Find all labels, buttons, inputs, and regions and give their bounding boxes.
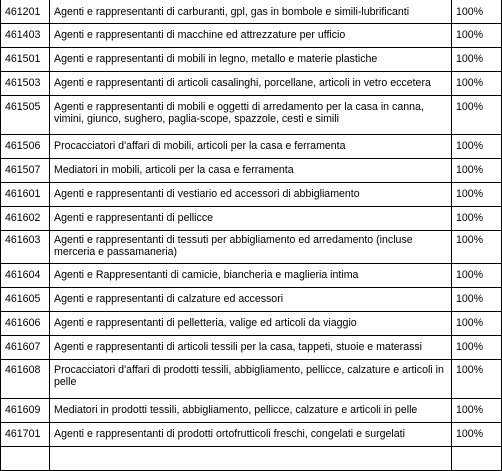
table-row: [1, 399, 502, 423]
description-cell: [50, 0, 452, 24]
description-cell: [50, 399, 452, 423]
description-cell: [50, 447, 452, 471]
percent-cell: [452, 48, 502, 72]
code-cell: [1, 423, 50, 447]
description-cell: [50, 312, 452, 336]
percent-cell: [452, 231, 502, 264]
description-cell: [50, 360, 452, 399]
code-cell: [1, 447, 50, 471]
table-row: [1, 0, 502, 24]
code-text: 461603: [5, 234, 41, 246]
description-cell: [50, 48, 452, 72]
percent-text: 100%: [456, 77, 484, 89]
percent-text: 100%: [456, 293, 484, 305]
percent-cell: [452, 423, 502, 447]
code-cell: [1, 336, 50, 360]
code-text: 461606: [5, 317, 41, 329]
table-row: [1, 264, 502, 288]
code-cell: [1, 72, 50, 96]
code-text: 461503: [5, 77, 41, 89]
description-cell: [50, 231, 452, 264]
percent-text: 100%: [456, 164, 484, 176]
percent-cell: [452, 72, 502, 96]
percent-cell: [452, 24, 502, 48]
table-row: [1, 135, 502, 159]
table-body: [1, 0, 502, 471]
description-text: Agenti e rappresentanti di vestiario ed accessori di abbigliamento: [54, 188, 360, 200]
code-text: 461403: [5, 29, 41, 41]
percent-text: 100%: [456, 317, 484, 329]
description-cell: [50, 24, 452, 48]
description-text: Agenti e rappresentanti di mobili e oggetti di arredamento per la casa in canna, vimini, giunco, sughero, paglia-scope, spazzole, cesti e simili: [54, 101, 424, 125]
percent-text: 100%: [456, 140, 484, 152]
code-text: 461605: [5, 293, 41, 305]
description-text: Agenti e rappresentanti di mobili in legno, metallo e materie plastiche: [54, 53, 378, 65]
percent-cell: [452, 264, 502, 288]
code-cell: [1, 48, 50, 72]
table-row: [1, 72, 502, 96]
table-row: [1, 360, 502, 399]
code-cell: [1, 135, 50, 159]
code-cell: [1, 264, 50, 288]
code-cell: [1, 288, 50, 312]
description-text: Procacciatori d'affari di prodotti tessili, abbigliamento, pellicce, calzature e articoli in pelle: [54, 364, 444, 388]
description-text: Agenti e rappresentanti di macchine ed attrezzature per ufficio: [54, 29, 346, 41]
code-cell: [1, 207, 50, 231]
code-text: 461602: [5, 212, 41, 224]
description-text: Agenti e rappresentanti di calzature ed accessori: [54, 293, 284, 305]
description-text: Agenti e rappresentanti di pellicce: [54, 212, 214, 224]
table-row: [1, 336, 502, 360]
table-row: [1, 48, 502, 72]
code-text: 461601: [5, 188, 41, 200]
description-cell: [50, 96, 452, 135]
description-text: Mediatori in mobili, articoli per la casa e ferramenta: [54, 164, 294, 176]
description-text: Agenti e rappresentanti di tessuti per abbigliamento ed arredamento (incluse merceria e passamaneria): [54, 234, 413, 258]
percent-text: 100%: [456, 234, 484, 246]
description-text: Agenti e rappresentanti di carburanti, gpl, gas in bombole e simili-lubrificanti: [54, 6, 410, 18]
percent-cell: [452, 159, 502, 183]
description-cell: [50, 207, 452, 231]
code-cell: [1, 360, 50, 399]
table-row: [1, 231, 502, 264]
percent-cell: [452, 183, 502, 207]
code-cell: [1, 159, 50, 183]
description-text: Procacciatori d'affari di mobili, articoli per la casa e ferramenta: [54, 140, 346, 152]
percent-cell: [452, 288, 502, 312]
percent-cell: [452, 96, 502, 135]
code-cell: [1, 183, 50, 207]
description-text: Agenti e rappresentanti di prodotti ortofrutticoli freschi, congelati e surgelati: [54, 428, 405, 440]
code-text: 461201: [5, 6, 41, 18]
percent-text: 100%: [456, 101, 484, 113]
description-text: Agenti e rappresentanti di articoli casalinghi, porcellane, articoli in vetro eccetera: [54, 77, 431, 89]
description-cell: [50, 288, 452, 312]
percent-text: 100%: [456, 53, 484, 65]
description-text: Agenti e rappresentanti di articoli tessili per la casa, tappeti, stuoie e materassi: [54, 341, 423, 353]
code-text: 461505: [5, 101, 41, 113]
code-text: 461604: [5, 269, 41, 281]
code-text: 461501: [5, 53, 41, 65]
table-row: [1, 312, 502, 336]
percent-cell: [452, 399, 502, 423]
percent-text: 100%: [456, 188, 484, 200]
code-cell: [1, 24, 50, 48]
description-cell: [50, 135, 452, 159]
code-text: 461506: [5, 140, 41, 152]
description-cell: [50, 423, 452, 447]
code-cell: [1, 231, 50, 264]
description-cell: [50, 264, 452, 288]
table-row: [1, 183, 502, 207]
percent-text: 100%: [456, 404, 484, 416]
percent-text: 100%: [456, 341, 484, 353]
percent-text: 100%: [456, 212, 484, 224]
code-text: 461608: [5, 364, 41, 376]
description-cell: [50, 336, 452, 360]
description-text: Mediatori in prodotti tessili, abbigliamento, pellicce, calzature e articoli in pelle: [54, 404, 418, 416]
percent-text: 100%: [456, 29, 484, 41]
description-text: Agenti e Rappresentanti di camicie, biancheria e maglieria intima: [54, 269, 359, 281]
percent-cell: [452, 207, 502, 231]
table-row: [1, 96, 502, 135]
percent-text: 100%: [456, 6, 484, 18]
percent-cell: [452, 135, 502, 159]
code-text: 461609: [5, 404, 41, 416]
code-text: 461507: [5, 164, 41, 176]
table-row: [1, 288, 502, 312]
description-cell: [50, 159, 452, 183]
code-cell: [1, 399, 50, 423]
table-row: [1, 207, 502, 231]
table-row: [1, 447, 502, 471]
percent-cell: [452, 0, 502, 24]
table-row: [1, 423, 502, 447]
percent-cell: [452, 336, 502, 360]
code-cell: [1, 312, 50, 336]
code-cell: [1, 0, 50, 24]
table-row: [1, 24, 502, 48]
percent-text: 100%: [456, 364, 484, 376]
description-cell: [50, 183, 452, 207]
percent-cell: [452, 447, 502, 471]
description-cell: [50, 72, 452, 96]
code-text: 461607: [5, 341, 41, 353]
code-cell: [1, 96, 50, 135]
table-row: [1, 159, 502, 183]
percent-cell: [452, 312, 502, 336]
percent-cell: [452, 360, 502, 399]
percent-text: 100%: [456, 269, 484, 281]
code-text: 461701: [5, 428, 41, 440]
percent-text: 100%: [456, 428, 484, 440]
description-text: Agenti e rappresentanti di pelletteria, valige ed articoli da viaggio: [54, 317, 357, 329]
